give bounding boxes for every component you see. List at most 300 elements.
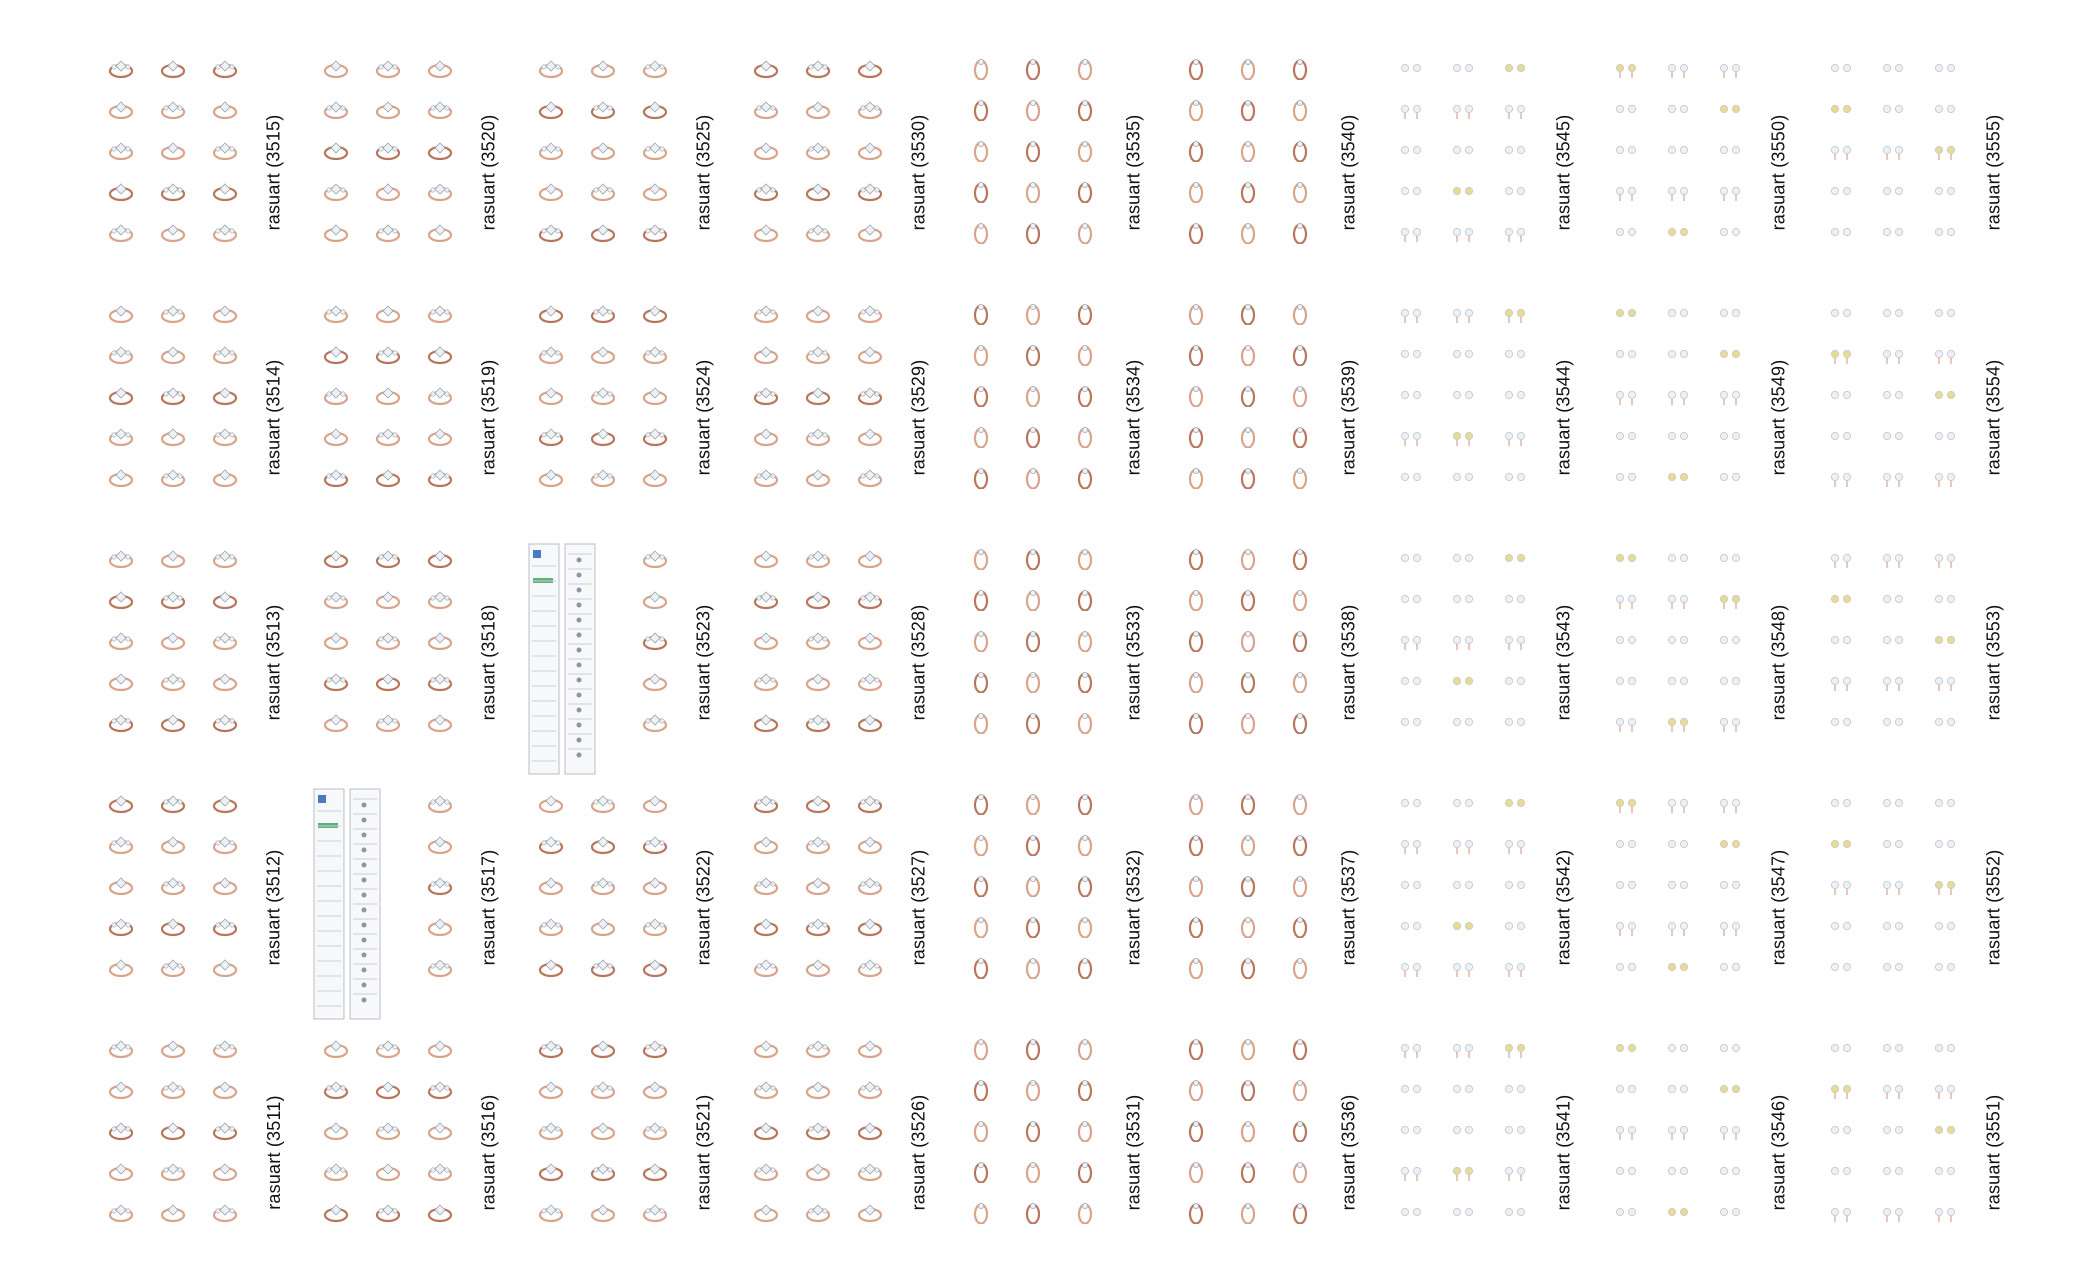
ring-icon bbox=[424, 222, 456, 244]
earring-icon bbox=[1825, 712, 1857, 734]
earring-icon bbox=[1395, 467, 1427, 489]
ring-icon bbox=[157, 99, 189, 121]
earring-icon bbox=[1499, 793, 1531, 815]
upright-ring-icon bbox=[1069, 916, 1101, 938]
upright-ring-icon bbox=[1180, 1161, 1212, 1183]
upright-ring-icon bbox=[1232, 1120, 1264, 1142]
earring-icon bbox=[1825, 630, 1857, 652]
upright-ring-icon bbox=[1180, 834, 1212, 856]
earring-icon bbox=[1929, 426, 1961, 448]
ring-icon bbox=[372, 589, 404, 611]
ring-icon bbox=[587, 58, 619, 80]
earring-icon bbox=[1610, 1038, 1642, 1060]
ring-icon bbox=[802, 467, 834, 489]
upright-ring-icon bbox=[1017, 1120, 1049, 1142]
earring-icon bbox=[1499, 957, 1531, 979]
catalog-cell bbox=[95, 50, 309, 295]
catalog-cell bbox=[1385, 540, 1599, 785]
earring-icon bbox=[1714, 222, 1746, 244]
catalog-label-text: rasuart (3549) bbox=[1768, 359, 1789, 476]
earring-icon bbox=[1610, 58, 1642, 80]
upright-ring-icon bbox=[965, 1202, 997, 1224]
upright-ring-icon bbox=[1232, 222, 1264, 244]
upright-ring-icon bbox=[1284, 344, 1316, 366]
catalog-cell bbox=[525, 50, 739, 295]
catalog-cell bbox=[1170, 295, 1384, 540]
upright-ring-icon bbox=[1180, 916, 1212, 938]
ring-icon bbox=[535, 303, 567, 325]
earring-icon bbox=[1499, 1202, 1531, 1224]
thumbnail-grid bbox=[1170, 295, 1330, 540]
catalog-cell bbox=[310, 50, 524, 295]
thumbnail-grid bbox=[525, 295, 685, 540]
upright-ring-icon bbox=[1017, 140, 1049, 162]
thumbnail-grid bbox=[1170, 785, 1330, 1030]
earring-icon bbox=[1395, 1038, 1427, 1060]
catalog-label bbox=[1119, 295, 1149, 540]
thumbnail-grid bbox=[955, 295, 1115, 540]
catalog-label bbox=[1549, 50, 1579, 295]
upright-ring-icon bbox=[965, 58, 997, 80]
upright-ring-icon bbox=[1180, 99, 1212, 121]
earring-icon bbox=[1395, 875, 1427, 897]
upright-ring-icon bbox=[1284, 426, 1316, 448]
upright-ring-icon bbox=[1284, 303, 1316, 325]
ring-icon bbox=[854, 467, 886, 489]
earring-icon bbox=[1877, 712, 1909, 734]
catalog-cell bbox=[1170, 785, 1384, 1030]
upright-ring-icon bbox=[1284, 99, 1316, 121]
ring-icon bbox=[802, 1120, 834, 1142]
earring-icon bbox=[1610, 1161, 1642, 1183]
earring-icon bbox=[1662, 793, 1694, 815]
catalog-label bbox=[689, 1030, 719, 1275]
ring-icon bbox=[854, 1120, 886, 1142]
catalog-label bbox=[1979, 295, 2009, 540]
earring-icon bbox=[1825, 1079, 1857, 1101]
catalog-cell bbox=[1600, 295, 1814, 540]
catalog-cell bbox=[1815, 295, 2029, 540]
ring-icon bbox=[750, 303, 782, 325]
ring-icon bbox=[535, 957, 567, 979]
ring-icon bbox=[802, 426, 834, 448]
thumbnail-grid bbox=[95, 540, 255, 785]
ring-icon bbox=[320, 712, 352, 734]
earring-icon bbox=[1499, 1161, 1531, 1183]
ring-icon bbox=[320, 140, 352, 162]
thumbnail-grid bbox=[1170, 50, 1330, 295]
ring-icon bbox=[750, 1079, 782, 1101]
ring-icon bbox=[372, 58, 404, 80]
catalog-label-text: rasuart (3541) bbox=[1553, 1094, 1574, 1211]
catalog-label-text: rasuart (3535) bbox=[1123, 114, 1144, 231]
ring-icon bbox=[587, 793, 619, 815]
upright-ring-icon bbox=[965, 1161, 997, 1183]
earring-icon bbox=[1499, 712, 1531, 734]
ring-icon bbox=[424, 58, 456, 80]
earring-icon bbox=[1447, 548, 1479, 570]
ring-icon bbox=[587, 140, 619, 162]
earring-icon bbox=[1929, 385, 1961, 407]
earring-icon bbox=[1447, 1161, 1479, 1183]
catalog-label-text: rasuart (3550) bbox=[1768, 114, 1789, 231]
ring-icon bbox=[535, 1161, 567, 1183]
catalog-label-text: rasuart (3542) bbox=[1553, 849, 1574, 966]
thumbnail-grid bbox=[1600, 785, 1760, 1030]
upright-ring-icon bbox=[965, 1079, 997, 1101]
ring-icon bbox=[372, 222, 404, 244]
earring-icon bbox=[1662, 140, 1694, 162]
upright-ring-icon bbox=[1284, 1202, 1316, 1224]
ring-icon bbox=[802, 140, 834, 162]
ring-icon bbox=[587, 834, 619, 856]
catalog-label bbox=[474, 50, 504, 295]
earring-icon bbox=[1929, 181, 1961, 203]
catalog-label bbox=[904, 1030, 934, 1275]
earring-icon bbox=[1610, 834, 1642, 856]
upright-ring-icon bbox=[1017, 630, 1049, 652]
ring-icon bbox=[105, 671, 137, 693]
thumbnail-grid bbox=[1600, 1030, 1760, 1275]
ring-icon bbox=[639, 385, 671, 407]
catalog-label bbox=[1119, 540, 1149, 785]
catalog-label-text: rasuart (3540) bbox=[1338, 114, 1359, 231]
earring-icon bbox=[1447, 630, 1479, 652]
upright-ring-icon bbox=[965, 589, 997, 611]
ring-icon bbox=[750, 99, 782, 121]
earring-icon bbox=[1877, 957, 1909, 979]
ring-icon bbox=[209, 712, 241, 734]
earring-icon bbox=[1610, 1202, 1642, 1224]
upright-ring-icon bbox=[1284, 1161, 1316, 1183]
upright-ring-icon bbox=[1017, 1161, 1049, 1183]
earring-icon bbox=[1662, 1120, 1694, 1142]
earring-icon bbox=[1395, 303, 1427, 325]
catalog-label bbox=[904, 295, 934, 540]
earring-icon bbox=[1447, 589, 1479, 611]
catalog-cell bbox=[1385, 50, 1599, 295]
earring-icon bbox=[1395, 793, 1427, 815]
earring-icon bbox=[1610, 344, 1642, 366]
upright-ring-icon bbox=[1232, 1161, 1264, 1183]
ring-icon bbox=[587, 222, 619, 244]
ring-icon bbox=[587, 385, 619, 407]
earring-icon bbox=[1877, 303, 1909, 325]
upright-ring-icon bbox=[965, 140, 997, 162]
ring-icon bbox=[639, 1161, 671, 1183]
catalog-cell bbox=[1600, 50, 1814, 295]
ring-icon bbox=[802, 1161, 834, 1183]
catalog-label-text: rasuart (3546) bbox=[1768, 1094, 1789, 1211]
ring-icon bbox=[320, 303, 352, 325]
catalog-label bbox=[689, 50, 719, 295]
catalog-label bbox=[1764, 1030, 1794, 1275]
earring-icon bbox=[1395, 426, 1427, 448]
ring-icon bbox=[639, 1202, 671, 1224]
earring-icon bbox=[1714, 140, 1746, 162]
earring-icon bbox=[1662, 712, 1694, 734]
earring-icon bbox=[1825, 1120, 1857, 1142]
ring-icon bbox=[802, 303, 834, 325]
catalog-cell bbox=[310, 540, 524, 785]
ring-icon bbox=[157, 548, 189, 570]
ring-icon bbox=[535, 426, 567, 448]
catalog-label-text: rasuart (3530) bbox=[908, 114, 929, 231]
ring-icon bbox=[587, 1202, 619, 1224]
ring-icon bbox=[157, 426, 189, 448]
upright-ring-icon bbox=[965, 712, 997, 734]
ring-icon bbox=[854, 222, 886, 244]
earring-icon bbox=[1662, 385, 1694, 407]
upright-ring-icon bbox=[1017, 222, 1049, 244]
ring-icon bbox=[320, 1161, 352, 1183]
ring-icon bbox=[372, 1161, 404, 1183]
thumbnail-grid bbox=[740, 540, 900, 785]
ring-icon bbox=[535, 467, 567, 489]
upright-ring-icon bbox=[965, 303, 997, 325]
earring-icon bbox=[1714, 1038, 1746, 1060]
upright-ring-icon bbox=[1069, 303, 1101, 325]
earring-icon bbox=[1499, 303, 1531, 325]
upright-ring-icon bbox=[1017, 303, 1049, 325]
ring-icon bbox=[424, 140, 456, 162]
ring-icon bbox=[209, 1038, 241, 1060]
thumbnail-grid bbox=[955, 785, 1115, 1030]
ring-icon bbox=[209, 630, 241, 652]
ring-icon bbox=[209, 671, 241, 693]
ring-icon bbox=[587, 426, 619, 448]
earring-icon bbox=[1714, 548, 1746, 570]
earring-icon bbox=[1825, 1202, 1857, 1224]
upright-ring-icon bbox=[1232, 916, 1264, 938]
ring-icon bbox=[105, 1161, 137, 1183]
earring-icon bbox=[1877, 1079, 1909, 1101]
catalog-label-text: rasuart (3553) bbox=[1983, 604, 2004, 721]
ring-icon bbox=[424, 467, 456, 489]
ring-icon bbox=[587, 1120, 619, 1142]
earring-icon bbox=[1877, 344, 1909, 366]
ring-icon bbox=[639, 1079, 671, 1101]
ring-icon bbox=[854, 712, 886, 734]
earring-icon bbox=[1395, 1079, 1427, 1101]
ring-icon bbox=[209, 1202, 241, 1224]
ring-icon bbox=[320, 58, 352, 80]
earring-icon bbox=[1825, 140, 1857, 162]
catalog-label-text: rasuart (3532) bbox=[1123, 849, 1144, 966]
earring-icon bbox=[1447, 671, 1479, 693]
ring-icon bbox=[854, 426, 886, 448]
upright-ring-icon bbox=[965, 99, 997, 121]
catalog-label bbox=[1979, 1030, 2009, 1275]
earring-icon bbox=[1825, 58, 1857, 80]
earring-icon bbox=[1929, 548, 1961, 570]
ring-icon bbox=[854, 181, 886, 203]
catalog-cell bbox=[955, 785, 1169, 1030]
thumbnail-grid bbox=[310, 540, 470, 785]
earring-icon bbox=[1877, 548, 1909, 570]
upright-ring-icon bbox=[1069, 222, 1101, 244]
ring-icon bbox=[105, 222, 137, 244]
ring-icon bbox=[802, 1079, 834, 1101]
ring-icon bbox=[105, 875, 137, 897]
upright-ring-icon bbox=[1069, 548, 1101, 570]
earring-icon bbox=[1499, 222, 1531, 244]
ring-icon bbox=[372, 548, 404, 570]
ring-icon bbox=[639, 957, 671, 979]
ring-icon bbox=[639, 1120, 671, 1142]
catalog-label-text: rasuart (3534) bbox=[1123, 359, 1144, 476]
ring-icon bbox=[587, 1038, 619, 1060]
earring-icon bbox=[1929, 1038, 1961, 1060]
ring-icon bbox=[802, 99, 834, 121]
catalog-label bbox=[904, 50, 934, 295]
ring-icon bbox=[157, 181, 189, 203]
catalog-cell bbox=[95, 785, 309, 1030]
upright-ring-icon bbox=[1284, 834, 1316, 856]
catalog-cell bbox=[955, 540, 1169, 785]
catalog-label-text: rasuart (3551) bbox=[1983, 1094, 2004, 1211]
ring-icon bbox=[587, 344, 619, 366]
ring-icon bbox=[157, 58, 189, 80]
ring-icon bbox=[209, 58, 241, 80]
catalog-cell bbox=[740, 295, 954, 540]
ring-icon bbox=[424, 99, 456, 121]
ring-icon bbox=[209, 1120, 241, 1142]
ring-icon bbox=[802, 58, 834, 80]
earring-icon bbox=[1610, 916, 1642, 938]
ring-icon bbox=[157, 916, 189, 938]
catalog-label bbox=[1549, 785, 1579, 1030]
ring-icon bbox=[750, 1202, 782, 1224]
catalog-label bbox=[689, 295, 719, 540]
catalog-label bbox=[1549, 540, 1579, 785]
upright-ring-icon bbox=[965, 916, 997, 938]
catalog-cell bbox=[1385, 295, 1599, 540]
ring-icon bbox=[854, 1202, 886, 1224]
ring-icon bbox=[750, 58, 782, 80]
upright-ring-icon bbox=[1017, 916, 1049, 938]
upright-ring-icon bbox=[1069, 426, 1101, 448]
ring-icon bbox=[372, 303, 404, 325]
ring-icon bbox=[157, 589, 189, 611]
catalog-label-text: rasuart (3555) bbox=[1983, 114, 2004, 231]
earring-icon bbox=[1662, 1038, 1694, 1060]
upright-ring-icon bbox=[1284, 1120, 1316, 1142]
earring-icon bbox=[1499, 344, 1531, 366]
thumbnail-grid bbox=[955, 50, 1115, 295]
earring-icon bbox=[1714, 916, 1746, 938]
earring-icon bbox=[1714, 303, 1746, 325]
ring-icon bbox=[750, 1038, 782, 1060]
ring-icon bbox=[750, 875, 782, 897]
ring-icon bbox=[424, 1079, 456, 1101]
ring-icon bbox=[105, 58, 137, 80]
upright-ring-icon bbox=[1180, 1038, 1212, 1060]
earring-icon bbox=[1662, 630, 1694, 652]
earring-icon bbox=[1395, 630, 1427, 652]
upright-ring-icon bbox=[1284, 671, 1316, 693]
ring-icon bbox=[535, 834, 567, 856]
ring-icon bbox=[587, 1079, 619, 1101]
upright-ring-icon bbox=[1180, 671, 1212, 693]
upright-ring-icon bbox=[1180, 712, 1212, 734]
ring-icon bbox=[535, 875, 567, 897]
ring-icon bbox=[105, 385, 137, 407]
earring-icon bbox=[1395, 344, 1427, 366]
earring-icon bbox=[1714, 344, 1746, 366]
earring-icon bbox=[1447, 1120, 1479, 1142]
thumbnail-grid bbox=[1385, 540, 1545, 785]
earring-icon bbox=[1610, 181, 1642, 203]
earring-icon bbox=[1714, 58, 1746, 80]
earring-icon bbox=[1929, 916, 1961, 938]
upright-ring-icon bbox=[965, 222, 997, 244]
earring-icon bbox=[1662, 426, 1694, 448]
earring-icon bbox=[1825, 385, 1857, 407]
thumbnail-grid bbox=[1385, 1030, 1545, 1275]
ring-icon bbox=[157, 957, 189, 979]
upright-ring-icon bbox=[1180, 589, 1212, 611]
ring-icon bbox=[105, 957, 137, 979]
ring-icon bbox=[802, 834, 834, 856]
ring-icon bbox=[639, 712, 671, 734]
catalog-cell bbox=[1170, 1030, 1384, 1275]
upright-ring-icon bbox=[1232, 1079, 1264, 1101]
catalog-label-text: rasuart (3520) bbox=[478, 114, 499, 231]
upright-ring-icon bbox=[1017, 1038, 1049, 1060]
upright-ring-icon bbox=[1017, 181, 1049, 203]
earring-icon bbox=[1395, 222, 1427, 244]
earring-icon bbox=[1929, 99, 1961, 121]
ring-icon bbox=[209, 181, 241, 203]
upright-ring-icon bbox=[1232, 875, 1264, 897]
ring-icon bbox=[639, 875, 671, 897]
catalog-label-text: rasuart (3527) bbox=[908, 849, 929, 966]
upright-ring-icon bbox=[965, 385, 997, 407]
catalog-label bbox=[1119, 1030, 1149, 1275]
ring-icon bbox=[372, 181, 404, 203]
upright-ring-icon bbox=[1017, 99, 1049, 121]
ring-icon bbox=[802, 712, 834, 734]
ring-icon bbox=[372, 426, 404, 448]
ring-icon bbox=[372, 671, 404, 693]
thumbnail-grid bbox=[740, 1030, 900, 1275]
ring-icon bbox=[157, 834, 189, 856]
earring-icon bbox=[1714, 99, 1746, 121]
catalog-label-text: rasuart (3521) bbox=[693, 1094, 714, 1211]
earring-icon bbox=[1877, 671, 1909, 693]
earring-icon bbox=[1395, 548, 1427, 570]
ring-icon bbox=[802, 875, 834, 897]
catalog-label bbox=[1334, 295, 1364, 540]
catalog-cell bbox=[310, 295, 524, 540]
upright-ring-icon bbox=[1017, 548, 1049, 570]
ring-icon bbox=[750, 630, 782, 652]
earring-icon bbox=[1929, 712, 1961, 734]
ring-icon bbox=[372, 385, 404, 407]
upright-ring-icon bbox=[1017, 712, 1049, 734]
earring-icon bbox=[1714, 957, 1746, 979]
upright-ring-icon bbox=[965, 957, 997, 979]
earring-icon bbox=[1447, 426, 1479, 448]
thumbnail-grid bbox=[95, 1030, 255, 1275]
earring-icon bbox=[1877, 1038, 1909, 1060]
ring-icon bbox=[372, 1120, 404, 1142]
earring-icon bbox=[1714, 467, 1746, 489]
ring-icon bbox=[535, 140, 567, 162]
catalog-cell bbox=[1815, 1030, 2029, 1275]
ring-icon bbox=[802, 1038, 834, 1060]
